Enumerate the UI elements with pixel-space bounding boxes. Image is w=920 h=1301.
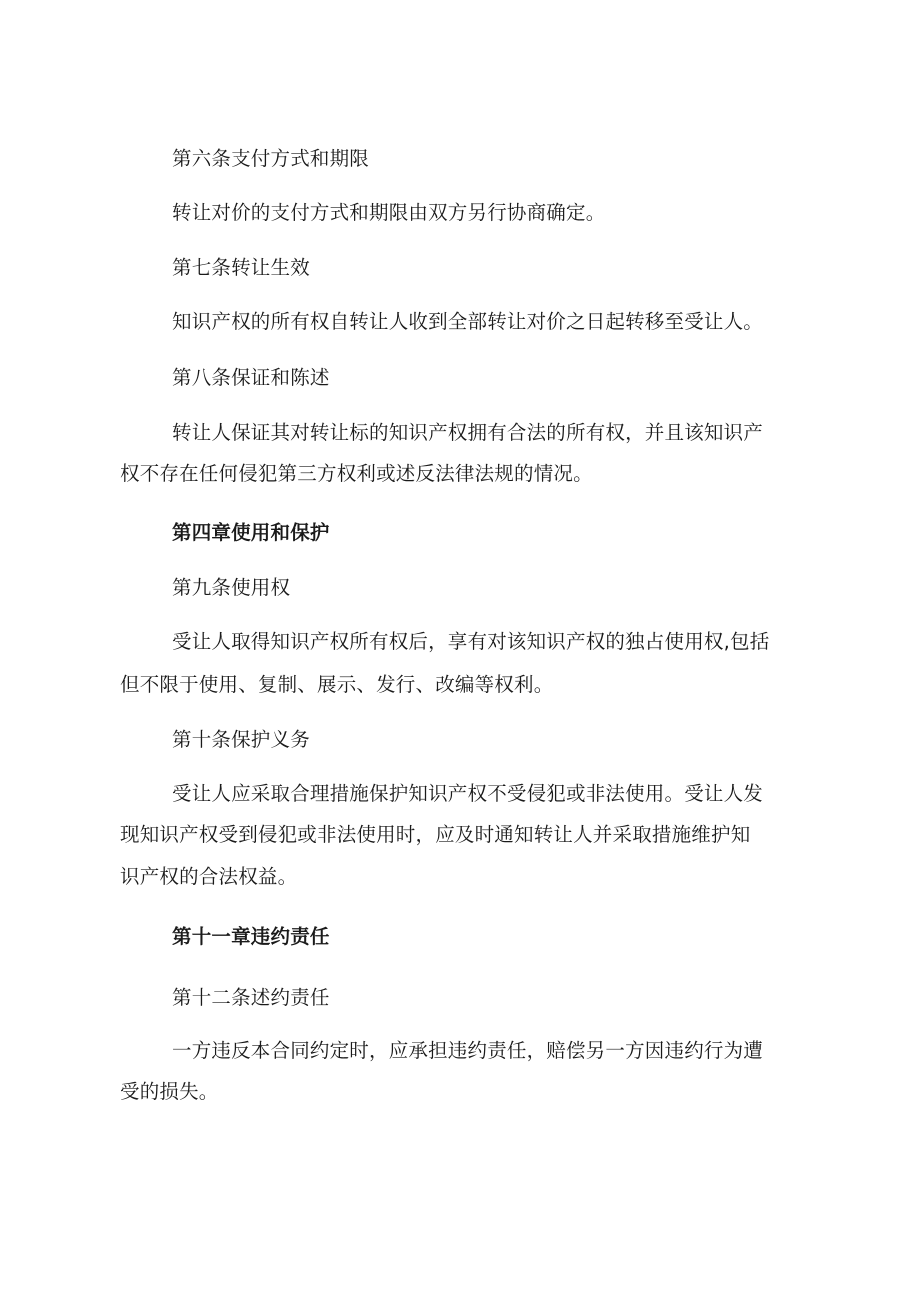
article-6-title: 第六条支付方式和期限: [172, 147, 370, 170]
article-9-title: 第九条使用权: [172, 576, 291, 599]
article-12-body-line-2: 受的损失。: [120, 1080, 219, 1103]
chapter-11-heading: 第十一章违约责任: [172, 925, 330, 948]
chapter-4-heading: 第四章使用和保护: [172, 521, 330, 544]
article-12-title: 第十二条述约责任: [172, 986, 330, 1009]
article-12-body-line-1: 一方违反本合同约定时，应承担违约责任，赔偿另一方因违约行为遭: [172, 1039, 764, 1062]
article-7-title: 第七条转让生效: [172, 256, 310, 279]
article-8-body-line-1: 转让人保证其对转让标的知识产权拥有合法的所有权，并且该知识产: [172, 421, 764, 444]
article-10-body-line-3: 识产权的合法权益。: [120, 865, 298, 888]
article-9-body-line-2: 但不限于使用、复制、展示、发行、改编等权利。: [120, 673, 554, 696]
article-10-body-line-2: 现知识产权受到侵犯或非法使用时，应及时通知转让人并采取措施维护知: [120, 823, 751, 846]
article-10-title: 第十条保护义务: [172, 728, 310, 751]
article-7-body: 知识产权的所有权自转让人收到全部转让对价之日起转移至受让人。: [172, 310, 764, 333]
article-8-body-line-2: 权不存在任何侵犯第三方权利或述反法律法规的情况。: [120, 462, 593, 485]
article-9-body-line-1: 受让人取得知识产权所有权后，享有对该知识产权的独占使用权,包括: [172, 630, 770, 653]
article-8-title: 第八条保证和陈述: [172, 366, 330, 389]
article-6-body: 转让对价的支付方式和期限由双方另行协商确定。: [172, 201, 606, 224]
article-10-body-line-1: 受让人应采取合理措施保护知识产权不受侵犯或非法使用。受让人发: [172, 782, 764, 805]
